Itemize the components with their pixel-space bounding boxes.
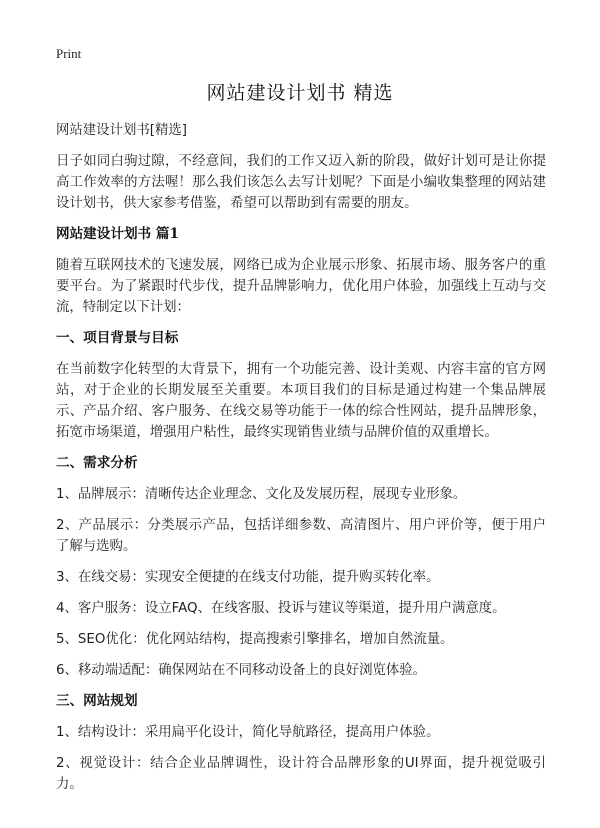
section-heading-requirements: 二、需求分析 [56, 455, 138, 471]
section-heading-planning: 三、网站规划 [56, 693, 138, 709]
list-item: 4、客户服务：设立FAQ、在线客服、投诉与建议等渠道，提升用户满意度。 [56, 601, 506, 616]
list-item: 1、品牌展示：清晰传达企业理念、文化及发展历程，展现专业形象。 [56, 487, 467, 502]
piece-intro-paragraph: 随着互联网技术的飞速发展，网络已成为企业展示形象、拓展市场、服务客户的重要平台。为了紧跟时代步伐，提升品牌影响力，优化用户体验，加强线上互动与交流，特制定以下计划： [56, 258, 546, 315]
section-background-paragraph: 在当前数字化转型的大背景下，拥有一个功能完善、设计美观、内容丰富的官方网站，对于企业的长期发展至关重要。本项目我们的目标是通过构建一个集品牌展示、产品介绍、客户服务、在线交易等功能于一体的综合性网站，提升品牌形象，拓宽市场渠道，增强用户粘性，最终实现销售业绩与品牌价值的双重增长。 [56, 362, 546, 440]
list-item: 2、产品展示：分类展示产品，包括详细参数、高清图片、用户评价等，便于用户了解与选购。 [56, 518, 546, 554]
list-item: 6、移动端适配：确保网站在不同移动设备上的良好浏览体验。 [56, 663, 427, 678]
section-heading-background: 一、项目背景与目标 [56, 330, 179, 346]
list-item: 3、在线交易：实现安全便捷的在线支付功能，提升购买转化率。 [56, 570, 440, 585]
piece-heading: 网站建设计划书 篇1 [56, 226, 179, 242]
list-item: 1、结构设计：采用扁平化设计，简化导航路径，提高用户体验。 [56, 725, 440, 740]
intro-paragraph: 日子如同白驹过隙，不经意间，我们的工作又迈入新的阶段，做好计划可是让你提高工作效率的方法喔！那么我们该怎么去写计划呢？下面是小编收集整理的网站建设计划书，供大家参考借鉴，希望可以帮助到有需要的朋友。 [56, 154, 546, 211]
document-subtitle: 网站建设计划书[精选] [56, 123, 187, 138]
page-title: 网站建设计划书 精选 [206, 82, 394, 104]
document-body [56, 120, 546, 805]
list-item: 5、SEO优化：优化网站结构，提高搜索引擎排名，增加自然流量。 [56, 632, 454, 647]
list-item: 2、视觉设计：结合企业品牌调性，设计符合品牌形象的UI界面，提升视觉吸引力。 [56, 756, 546, 792]
print-label[interactable]: Print [56, 46, 82, 61]
